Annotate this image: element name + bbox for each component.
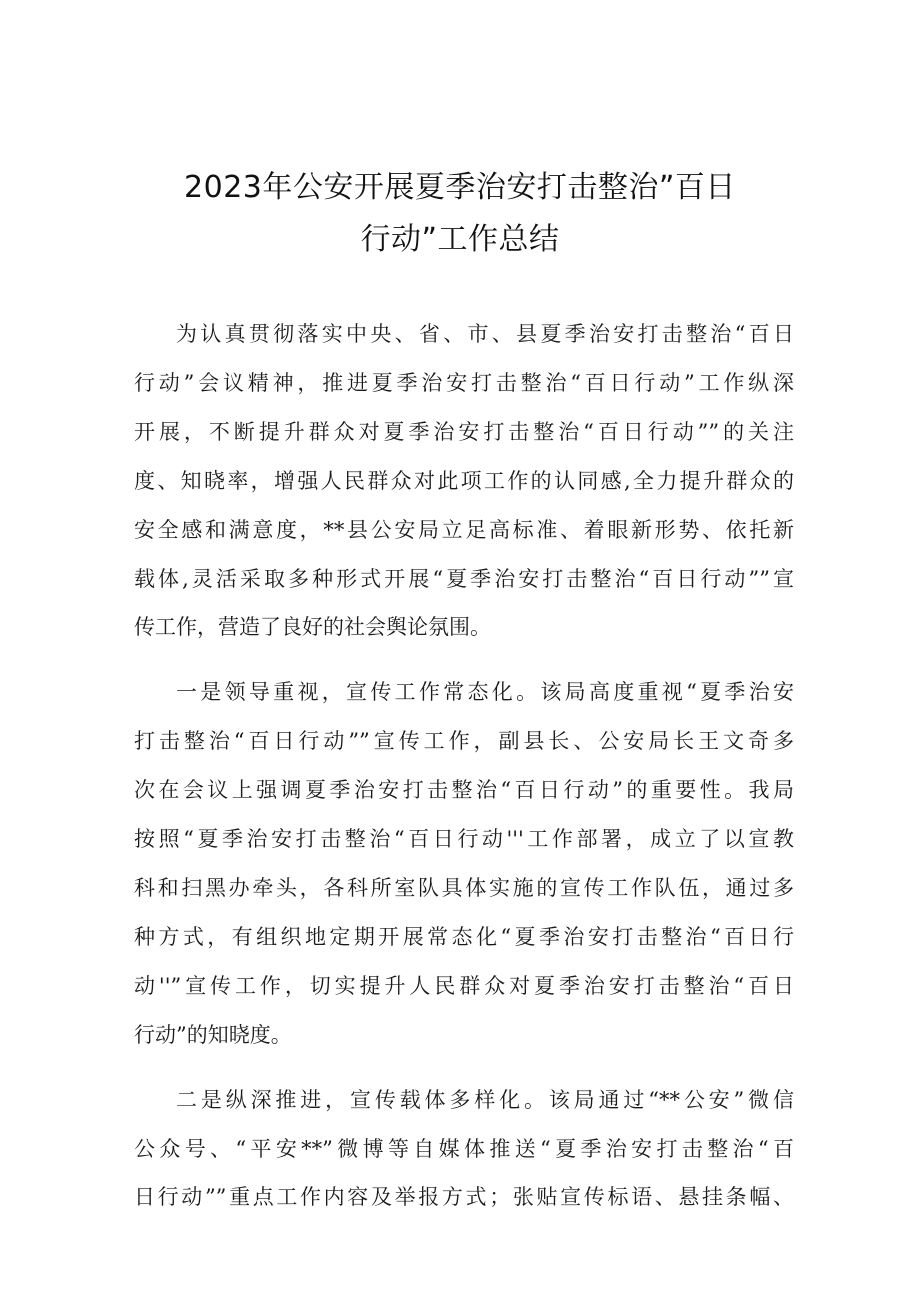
paragraph-line: 开展，不断提升群众对夏季治安打击整治“百日行动””的关注	[134, 419, 794, 444]
paragraph-line: 按照“夏季治安打击整治“百日行动'''工作部署，成立了以宣教	[134, 827, 794, 852]
paragraph-line: 安全感和满意度，**县公安局立足高标准、着眼新形势、依托新	[134, 517, 794, 542]
document-body	[134, 310, 794, 1238]
paragraph-line: 传工作，营造了良好的社会舆论氛围。	[134, 615, 491, 640]
paragraph-line: 种方式，有组织地定期开展常态化“夏季治安打击整治“百日行	[134, 924, 794, 949]
paragraph-line: 二是纵深推进，宣传载体多样化。该局通过“**公安”微信	[176, 1087, 794, 1112]
paragraph-line: 度、知晓率，增强人民群众对此项工作的认同感,全力提升群众的	[134, 468, 794, 493]
paragraph-line: 行动”会议精神，推进夏季治安打击整治“百日行动”工作纵深	[134, 370, 794, 395]
paragraph-line: 载体,灵活采取多种形式开展“夏季治安打击整治“百日行动””宣	[134, 566, 794, 591]
paragraph-leadership	[134, 668, 794, 1059]
paragraph-line: 科和扫黑办牵头，各科所室队具体实施的宣传工作队伍，通过多	[134, 875, 794, 900]
paragraph-line: 次在会议上强调夏季治安打击整治“百日行动”的重要性。我局	[134, 778, 794, 803]
paragraph-line: 动''”宣传工作，切实提升人民群众对夏季治安打击整治“百日	[134, 973, 794, 998]
document-title-line-2: 行动”工作总结	[360, 222, 560, 257]
paragraph-line: 行动”的知晓度。	[134, 1022, 292, 1047]
paragraph-line: 一是领导重视，宣传工作常态化。该局高度重视“夏季治安	[176, 680, 794, 705]
paragraph-line: 打击整治“百日行动””宣传工作，副县长、公安局长王文奇多	[134, 729, 794, 754]
paragraph-intro	[134, 310, 794, 652]
paragraph-line: 公众号、“平安**”微博等自媒体推送“夏季治安打击整治“百	[134, 1136, 794, 1161]
paragraph-line: 为认真贯彻落实中央、省、市、县夏季治安打击整治“百日	[176, 322, 794, 346]
paragraph-promotion	[134, 1076, 794, 1223]
document-title-line-1: 2023年公安开展夏季治安打击整治”百日	[184, 170, 736, 205]
paragraph-line: 日行动””重点工作内容及举报方式；张贴宣传标语、悬挂条幅、	[134, 1185, 794, 1210]
